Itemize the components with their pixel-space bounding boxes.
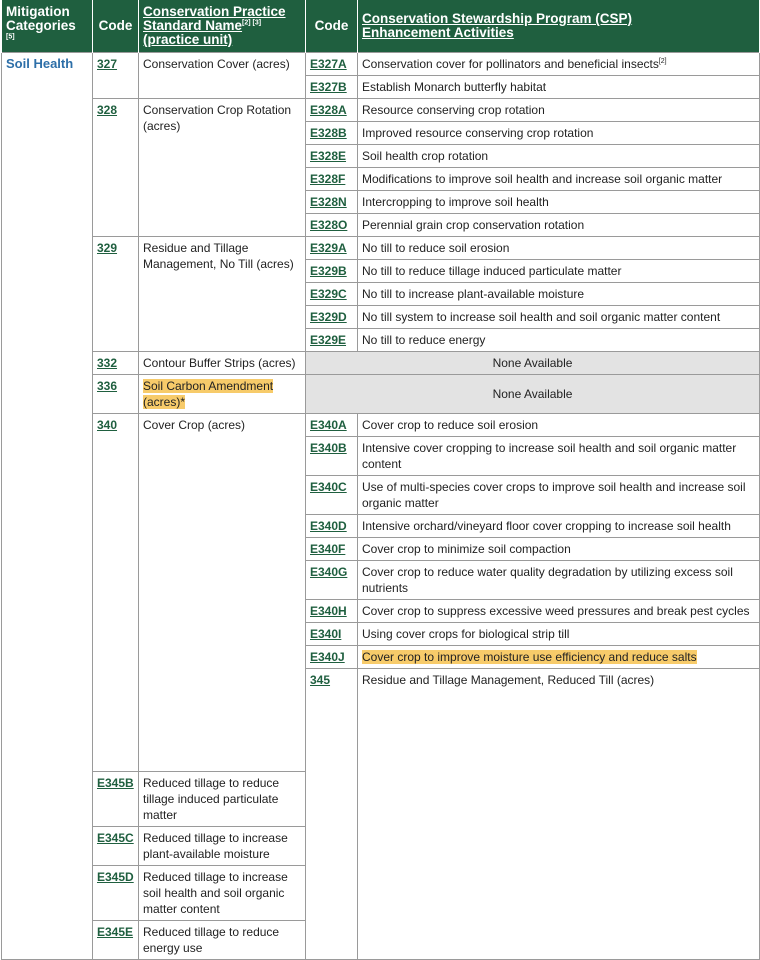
enhancement-text: Resource conserving crop rotation [358,99,760,122]
enhancement-code-link[interactable]: E340C [310,480,347,494]
table-row [2,375,760,414]
practice-name: Conservation Cover (acres) [139,53,306,99]
table-row [2,414,760,437]
header-csp-enhancements: Conservation Stewardship Program (CSP) Enhancement Activities [358,0,760,53]
enhancement-code-link[interactable]: E329C [310,287,347,301]
enhancement-code-cell [306,237,358,260]
enhancement-text: No till to increase plant-available moisture [358,283,760,306]
enhancement-text: Intercropping to improve soil health [358,191,760,214]
enhancement-code-cell [306,191,358,214]
enhancement-code-link[interactable]: E327B [310,80,347,94]
enhancement-code-cell [306,646,358,669]
practice-name: Residue and Tillage Management, Reduced Till (acres) [358,669,760,960]
enhancement-text: No till to reduce soil erosion [358,237,760,260]
enhancement-text: Reduced tillage to increase soil health and soil organic matter content [139,866,306,921]
enhancement-text: Improved resource conserving crop rotation [358,122,760,145]
practice-code-cell [93,237,139,352]
enhancement-text: Cover crop to minimize soil compaction [358,538,760,561]
highlighted-enhancement-text: Cover crop to improve moisture use efficiency and reduce salts [362,650,697,664]
enhancement-code-cell [306,538,358,561]
practice-name: Conservation Crop Rotation (acres) [139,99,306,237]
enhancement-text: Modifications to improve soil health and increase soil organic matter [358,168,760,191]
enhancement-text: No till to reduce energy [358,329,760,352]
enhancement-text: Intensive orchard/vineyard floor cover cropping to increase soil health [358,515,760,538]
enhancement-code-link[interactable]: E329A [310,241,347,255]
enhancement-code-cell [306,145,358,168]
practice-code-cell [93,414,139,772]
enhancement-text: Reduced tillage to reduce tillage induced particulate matter [139,772,306,827]
enhancement-code-cell [306,600,358,623]
header-row [2,0,760,53]
practice-name: Residue and Tillage Management, No Till (acres) [139,237,306,352]
enhancement-code-link[interactable]: E329E [310,333,347,347]
enhancement-text: Establish Monarch butterfly habitat [358,76,760,99]
enhancement-code-cell [306,515,358,538]
enhancement-text: Cover crop to suppress excessive weed pressures and break pest cycles [358,600,760,623]
practice-code-link[interactable]: 340 [97,418,118,432]
enhancement-code-link[interactable]: E340H [310,604,347,618]
enhancement-code-cell [306,561,358,600]
practice-code-link[interactable]: 345 [310,673,331,687]
table-row [2,99,760,122]
enhancement-code-link[interactable]: E329D [310,310,347,324]
table-row [2,237,760,260]
enhancement-code-link[interactable]: E340B [310,441,347,455]
practice-name: Contour Buffer Strips (acres) [139,352,306,375]
enhancement-text: Use of multi-species cover crops to improve soil health and increase soil organic matter [358,476,760,515]
enhancement-code-link[interactable]: E340A [310,418,347,432]
enhancement-text: Intensive cover cropping to increase soil health and soil organic matter content [358,437,760,476]
enhancement-text: Reduced tillage to reduce energy use [139,921,306,960]
enhancement-code-cell [93,827,139,866]
practice-code-cell [93,352,139,375]
enhancement-code-link[interactable]: E328E [310,149,347,163]
enhancement-code-cell [306,414,358,437]
enhancement-code-link[interactable]: E340J [310,650,345,664]
enhancement-code-cell [306,76,358,99]
practice-code-link[interactable]: 328 [97,103,118,117]
enhancement-code-link[interactable]: E327A [310,57,347,71]
enhancement-code-cell [306,260,358,283]
practice-code-link[interactable]: 332 [97,356,118,370]
enhancement-code-link[interactable]: E329B [310,264,347,278]
enhancement-code-cell [306,168,358,191]
enhancement-code-link[interactable]: E345E [97,925,134,939]
header-mitigation-categories: Mitigation Categories [5] [2,0,93,53]
enhancement-code-link[interactable]: E340G [310,565,348,579]
practice-code-link[interactable]: 329 [97,241,118,255]
table-row [2,53,760,76]
enhancement-code-link[interactable]: E328N [310,195,347,209]
enhancement-text: Cover crop to reduce soil erosion [358,414,760,437]
enhancement-text: No till to reduce tillage induced particulate matter [358,260,760,283]
practice-name: Cover Crop (acres) [139,414,306,772]
enhancement-text: Conservation cover for pollinators and beneficial insects[2] [358,53,760,76]
enhancement-code-link[interactable]: E340F [310,542,346,556]
enhancement-code-cell [306,99,358,122]
practice-code-link[interactable]: 327 [97,57,118,71]
enhancement-text: Soil health crop rotation [358,145,760,168]
enhancement-code-cell [306,214,358,237]
enhancement-code-cell [93,866,139,921]
none-available-cell: None Available [306,375,760,414]
enhancement-code-cell [93,772,139,827]
header-enhancement-code: Code [306,0,358,53]
enhancement-code-cell [306,623,358,646]
enhancement-code-cell [93,921,139,960]
enhancement-text: No till system to increase soil health and soil organic matter content [358,306,760,329]
enhancement-code-cell [306,283,358,306]
enhancement-code-cell [306,306,358,329]
practice-code-cell [93,53,139,99]
header-practice-standard: Conservation Practice Standard Name[2] [3] (practice unit) [139,0,306,53]
header-code: Code [93,0,139,53]
none-available-cell: None Available [306,352,760,375]
practices-table [1,0,760,960]
practice-code-link[interactable]: 336 [97,379,118,393]
enhancement-text: Perennial grain crop conservation rotation [358,214,760,237]
enhancement-code-link[interactable]: E328B [310,126,347,140]
highlighted-practice-name: Soil Carbon Amendment (acres)* [143,379,274,409]
enhancement-code-link[interactable]: E328F [310,172,346,186]
enhancement-code-link[interactable]: E328O [310,218,348,232]
enhancement-text [358,646,760,669]
practice-code-cell [93,99,139,237]
enhancement-text: Reduced tillage to increase plant-available moisture [139,827,306,866]
enhancement-text: Using cover crops for biological strip till [358,623,760,646]
enhancement-code-link[interactable]: E328A [310,103,347,117]
practice-code-cell [306,669,358,960]
table-row [2,352,760,375]
enhancement-code-link[interactable]: E340D [310,519,347,533]
enhancement-code-cell [306,329,358,352]
practice-name [139,375,306,414]
enhancement-code-link[interactable]: E345B [97,776,134,790]
enhancement-code-cell [306,122,358,145]
enhancement-code-link[interactable]: E340I [310,627,342,641]
category-soil-health: Soil Health [2,53,93,960]
enhancement-code-link[interactable]: E345C [97,831,134,845]
enhancement-text: Cover crop to reduce water quality degradation by utilizing excess soil nutrients [358,561,760,600]
practice-code-cell [93,375,139,414]
enhancement-code-cell [306,53,358,76]
enhancement-code-cell [306,476,358,515]
enhancement-code-cell [306,437,358,476]
enhancement-code-link[interactable]: E345D [97,870,134,884]
